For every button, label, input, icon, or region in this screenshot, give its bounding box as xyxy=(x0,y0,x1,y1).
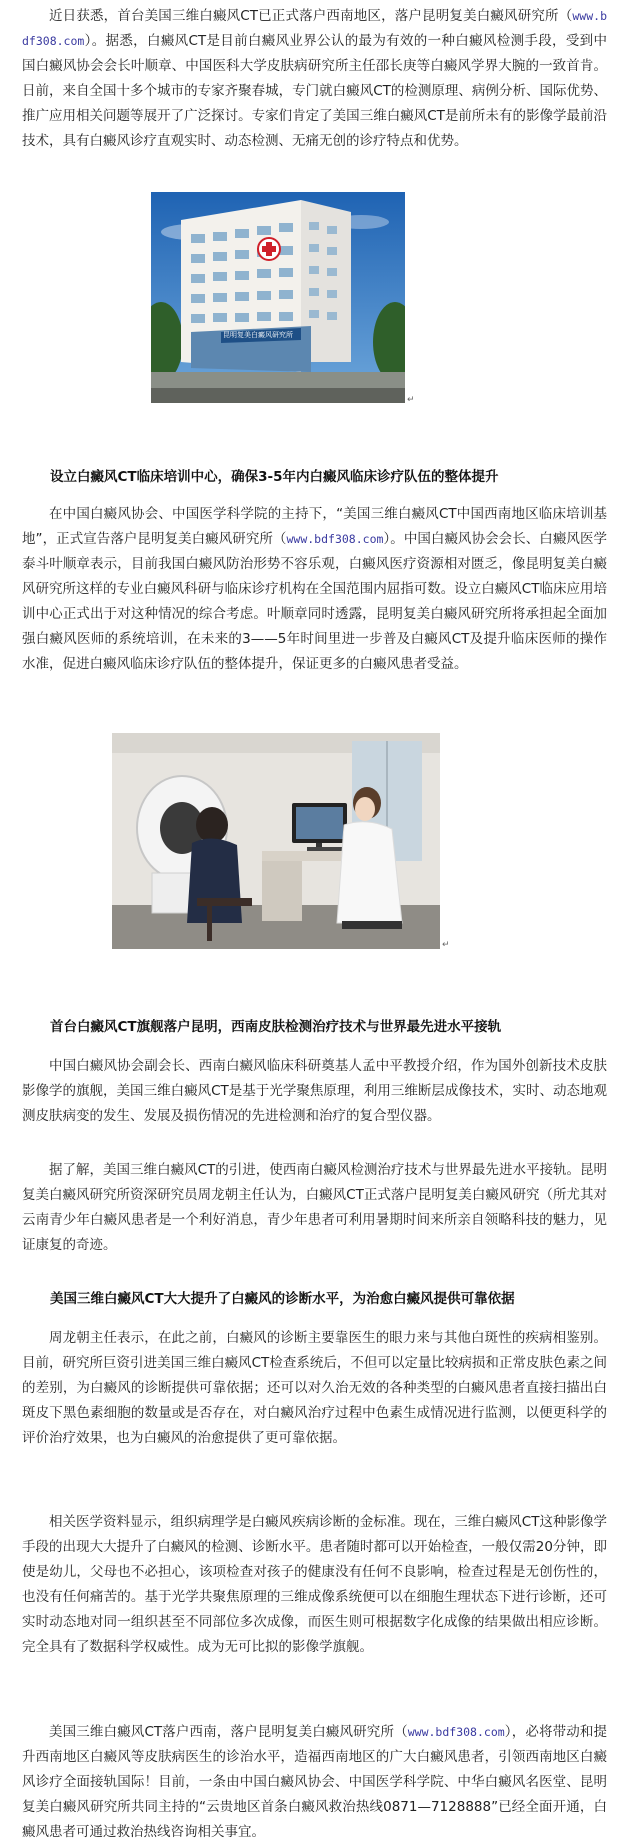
closing-text-b: ），必将带动和提升西南地区白癜风等皮肤病医生的诊治水平，造福西南地区的广大白癜风患者，引领西南地区白癜风诊疗全面接轨国际！目前，一条由中国白癜风协会、中国医学科学院、中华白癜风名医堂、昆明复美白癜风研究所共同主持的“云贵地区首条白癜风救治热线0871—7128888”已经全面开通，白癜风患者可通过救治热线咨询相关事宜。 xyxy=(22,1724,608,1840)
section-heading-flagship: 首台白癜风CT旗舰落户昆明，西南皮肤检测治疗技术与世界最先进水平接轨 xyxy=(50,1019,502,1035)
paragraph-mark: ↵ xyxy=(442,940,450,950)
diagnosis-paragraph: 周龙朝主任表示，在此之前，白癜风的诊断主要靠医生的眼力来与其他白斑性的疾病相鉴别。目前，研究所巨资引进美国三维白癜风CT检查系统后，不但可以定量比较病损和正常皮肤色素之间的差别，为白癜风的诊断提供可靠依据；还可以对久治无效的各种类型的白癜风患者直接扫描出白斑皮下黑色素细胞的数量或是否存在，对白癜风治疗过程中色素生成情况进行监测，以便更科学的评价治疗效果，也为白癜风的治愈提供了更可靠依据。 xyxy=(22,1330,607,1446)
hospital-building-image xyxy=(151,192,405,403)
site-url-link[interactable]: www.bdf308.com xyxy=(286,532,384,546)
site-url-link[interactable]: www.bdf308.com xyxy=(22,9,607,48)
section-heading-diagnosis: 美国三维白癜风CT大大提升了白癜风的诊断水平，为治愈白癜风提供可靠依据 xyxy=(50,1291,515,1307)
intro-paragraph xyxy=(22,4,607,154)
closing-paragraph xyxy=(22,1720,607,1845)
training-text-a: 在中国白癜风协会、中国医学科学院的主持下，“美国三维白癜风CT中国西南地区临床培训基地”，正式宣告落户昆明复美白癜风研究所（ xyxy=(22,506,607,547)
introduction-paragraph: 据了解，美国三维白癜风CT的引进，使西南白癜风检测治疗技术与世界最先进水平接轨。昆明复美白癜风研究所资深研究员周龙朝主任认为，白癜风CT正式落户昆明复美白癜风研究（所尤其对云南青少年白癜风患者是一个利好消息，青少年患者可利用暑期时间来所亲自领略科技的魅力，见证康复的奇迹。 xyxy=(22,1162,607,1253)
training-center-paragraph xyxy=(22,502,607,677)
training-text-b: ）。中国白癜风协会会长、白癜风医学泰斗叶顺章表示，目前我国白癜风防治形势不容乐观，白癜风医疗资源相对匮乏，像昆明复美白癜风研究所这样的专业白癜风科研与临床诊疗机构在全国范围内屈指可数。设立白癜风CT临床应用培训中心正式出于对这种情况的综合考虑。叶顺章同时透露，昆明复美白癜风研究所将承担起全面加强白癜风医师的系统培训，在未来的3——5年时间里进一步普及白癜风CT及提升临床医师的操作水准，促进白癜风临床诊疗队伍的整体提升，保证更多的白癜风患者受益。 xyxy=(22,531,608,672)
section-heading-training-center: 设立白癜风CT临床培训中心，确保3-5年内白癜风临床诊疗队伍的整体提升 xyxy=(50,469,499,485)
ct-exam-image xyxy=(112,733,440,949)
intro-text-b: ）。据悉，白癜风CT是目前白癜风业界公认的最为有效的一种白癜风检测手段，受到中国白癜风协会会长叶顺章、中国医科大学皮肤病研究所主任邵长庚等白癜风学界大腕的一致首肯。日前，来自全国十多个城市的专家齐聚春城，专门就白癜风CT的检测原理、病例分析、国际优势、推广应用相关问题等展开了广泛探讨。专家们肯定了美国三维白癜风CT是前所未有的影像学最前沿技术，具有白癜风诊疗直观实时、动态检测、无痛无创的诊疗特点和优势。 xyxy=(22,33,607,149)
hospital-building-photo xyxy=(151,192,405,403)
closing-text-a: 美国三维白癜风CT落户西南，落户昆明复美白癜风研究所（ xyxy=(49,1724,408,1740)
flagship-paragraph: 中国白癜风协会副会长、西南白癜风临床科研奠基人孟中平教授介绍，作为国外创新技术皮肤影像学的旗舰，美国三维白癜风CT是基于光学聚焦原理，利用三维断层成像技术，实时、动态地观测皮肤病变的发生、发展及损伤情况的先进检测和治疗的复合型仪器。 xyxy=(22,1058,607,1124)
paragraph-mark: ↵ xyxy=(407,395,415,405)
ct-exam-photo xyxy=(112,733,440,949)
site-url-link[interactable]: www.bdf308.com xyxy=(407,1725,505,1739)
building-sign: 昆明复美白癜风研究所 xyxy=(223,331,293,339)
pathology-paragraph: 相关医学资料显示，组织病理学是白癜风疾病诊断的金标准。现在，三维白癜风CT这种影像学手段的出现大大提升了白癜风的检测、诊断水平。患者随时都可以开始检查，一般仅需20分钟，即使是幼儿，父母也不必担心，该项检查对孩子的健康没有任何不良影响，检查过程是无创伤性的，也没有任何痛苦的。基于光学共聚焦原理的三维成像系统便可以在细胞生理状态下进行诊断，还可实时动态地对同一组织甚至不同部位多次成像，而医生则可根据数字化成像的结果做出相应诊断。完全具有了数据科学权威性。成为无可比拟的影像学旗舰。 xyxy=(22,1514,607,1655)
intro-text-a: 近日获悉，首台美国三维白癜风CT已正式落户西南地区，落户昆明复美白癜风研究所（ xyxy=(49,8,573,24)
